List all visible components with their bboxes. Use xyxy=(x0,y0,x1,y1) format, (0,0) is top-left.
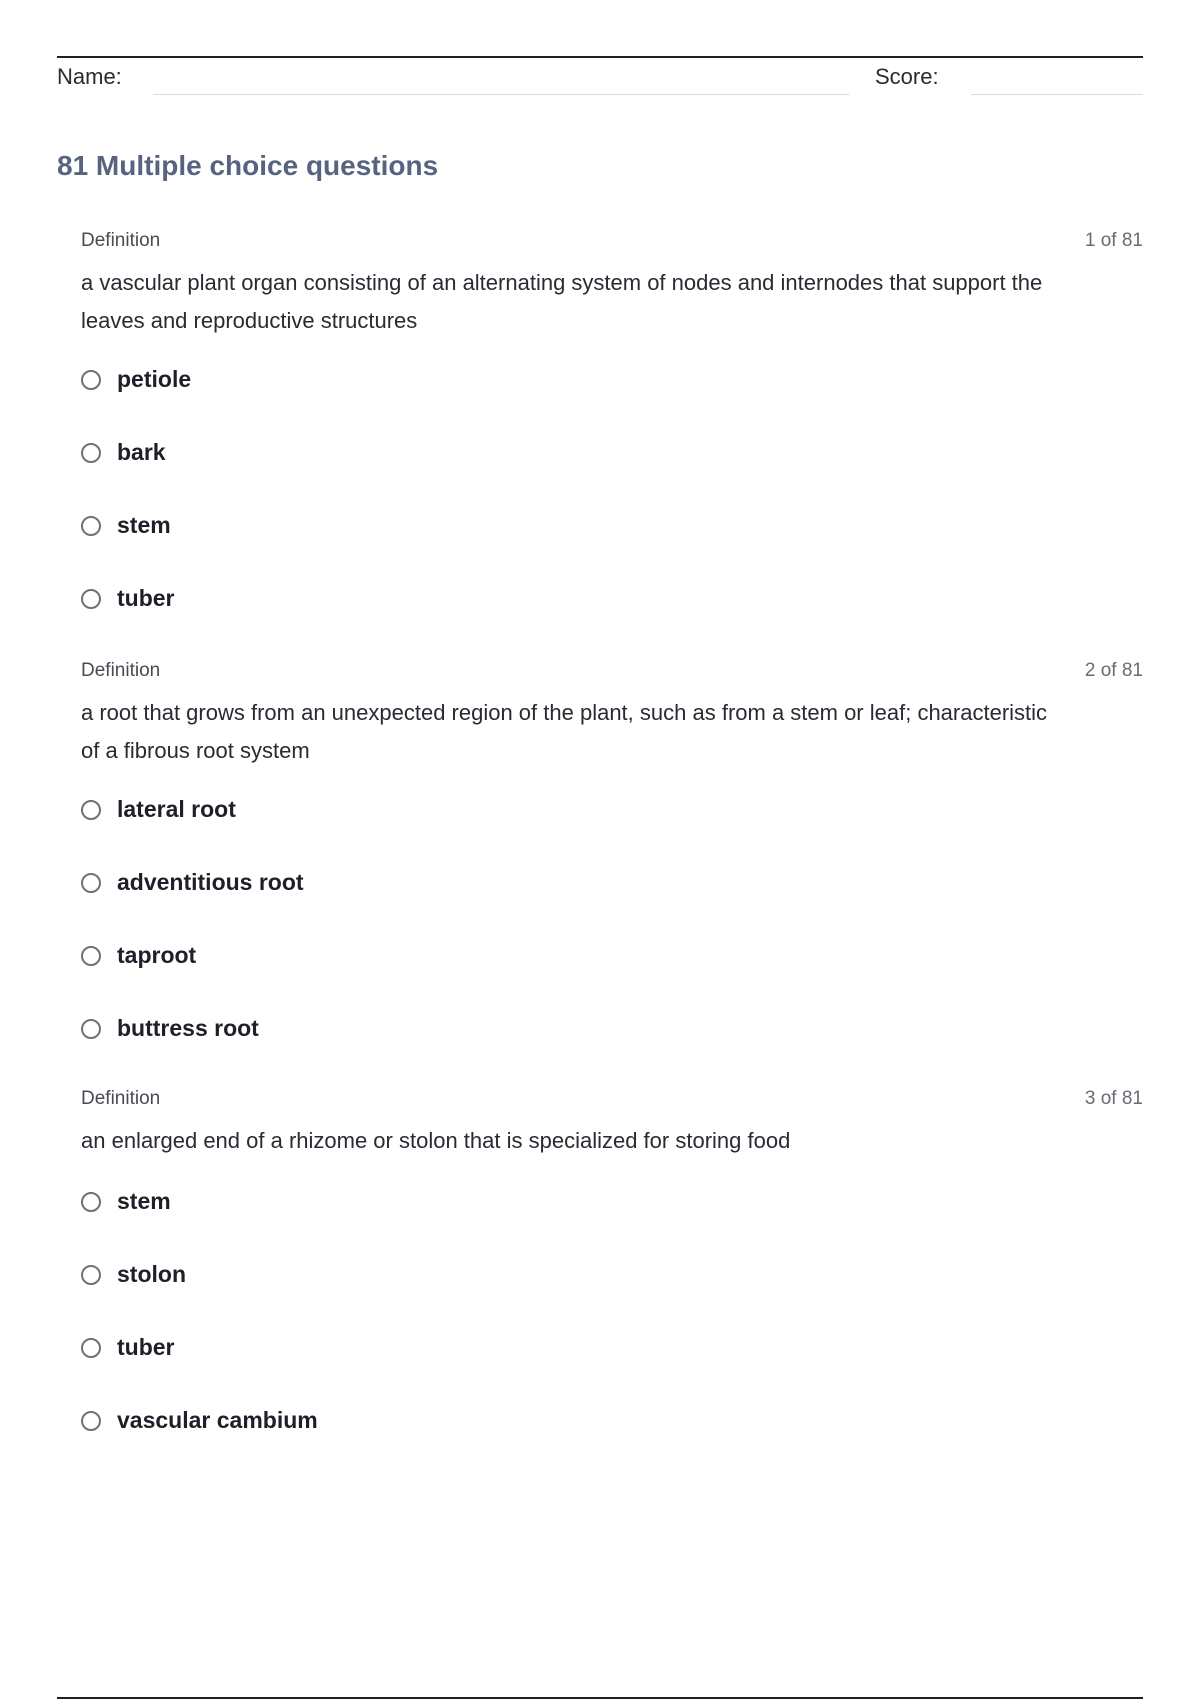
question-counter: 2 of 81 xyxy=(1084,660,1143,681)
question-text: a vascular plant organ consisting of an alternating system of nodes and internodes that support the leaves and reproductive structures xyxy=(81,270,1043,333)
question-counter: 3 of 81 xyxy=(1084,1088,1143,1109)
question-text: a root that grows from an unexpected region of the plant, such as from a stem or leaf; characteristic of a fibrous root system xyxy=(81,700,1048,763)
answer-option-label: lateral root xyxy=(117,796,236,822)
answer-option-label: buttress root xyxy=(117,1015,259,1041)
answer-option[interactable] xyxy=(81,512,981,589)
answer-option-label: stem xyxy=(117,1188,171,1214)
answer-option[interactable] xyxy=(81,796,981,873)
worksheet-page xyxy=(57,0,1143,1700)
score-field-line[interactable] xyxy=(971,94,1143,95)
name-field-line[interactable] xyxy=(153,94,849,95)
radio-button[interactable] xyxy=(81,589,101,609)
radio-button[interactable] xyxy=(81,946,101,966)
radio-button[interactable] xyxy=(81,873,101,893)
bottom-divider xyxy=(57,1697,1143,1699)
radio-button[interactable] xyxy=(81,1411,101,1431)
radio-button[interactable] xyxy=(81,443,101,463)
question-type-label: Definition xyxy=(81,230,161,251)
radio-button[interactable] xyxy=(81,1338,101,1358)
answer-option[interactable] xyxy=(81,942,981,1019)
answer-options xyxy=(81,796,981,1092)
answer-option[interactable] xyxy=(81,1334,981,1411)
answer-option-label: petiole xyxy=(117,366,192,392)
answer-option[interactable] xyxy=(81,1407,981,1484)
answer-option[interactable] xyxy=(81,1015,981,1092)
answer-option-label: tuber xyxy=(117,1334,175,1360)
answer-option-label: vascular cambium xyxy=(117,1407,318,1433)
question-text: an enlarged end of a rhizome or stolon that is specialized for storing food xyxy=(81,1128,791,1153)
answer-option-label: bark xyxy=(117,439,166,465)
answer-option[interactable] xyxy=(81,366,981,443)
answer-option[interactable] xyxy=(81,869,981,946)
answer-option[interactable] xyxy=(81,585,981,662)
name-label: Name: xyxy=(57,64,122,89)
answer-option-label: taproot xyxy=(117,942,197,968)
radio-button[interactable] xyxy=(81,370,101,390)
answer-option-label: stem xyxy=(117,512,171,538)
question-counter: 1 of 81 xyxy=(1084,230,1143,251)
answer-options xyxy=(81,366,981,662)
answer-option-label: adventitious root xyxy=(117,869,304,895)
answer-option[interactable] xyxy=(81,1261,981,1338)
answer-option[interactable] xyxy=(81,1188,981,1265)
answer-options xyxy=(81,1188,981,1484)
radio-button[interactable] xyxy=(81,516,101,536)
radio-button[interactable] xyxy=(81,800,101,820)
answer-option-label: tuber xyxy=(117,585,175,611)
score-label: Score: xyxy=(875,64,939,89)
radio-button[interactable] xyxy=(81,1019,101,1039)
answer-option-label: stolon xyxy=(117,1261,186,1287)
answer-option[interactable] xyxy=(81,439,981,516)
top-divider xyxy=(57,56,1143,58)
question-type-label: Definition xyxy=(81,1088,161,1109)
radio-button[interactable] xyxy=(81,1265,101,1285)
section-title: 81 Multiple choice questions xyxy=(57,150,439,181)
worksheet-header xyxy=(57,62,1143,98)
radio-button[interactable] xyxy=(81,1192,101,1212)
question-type-label: Definition xyxy=(81,660,161,681)
